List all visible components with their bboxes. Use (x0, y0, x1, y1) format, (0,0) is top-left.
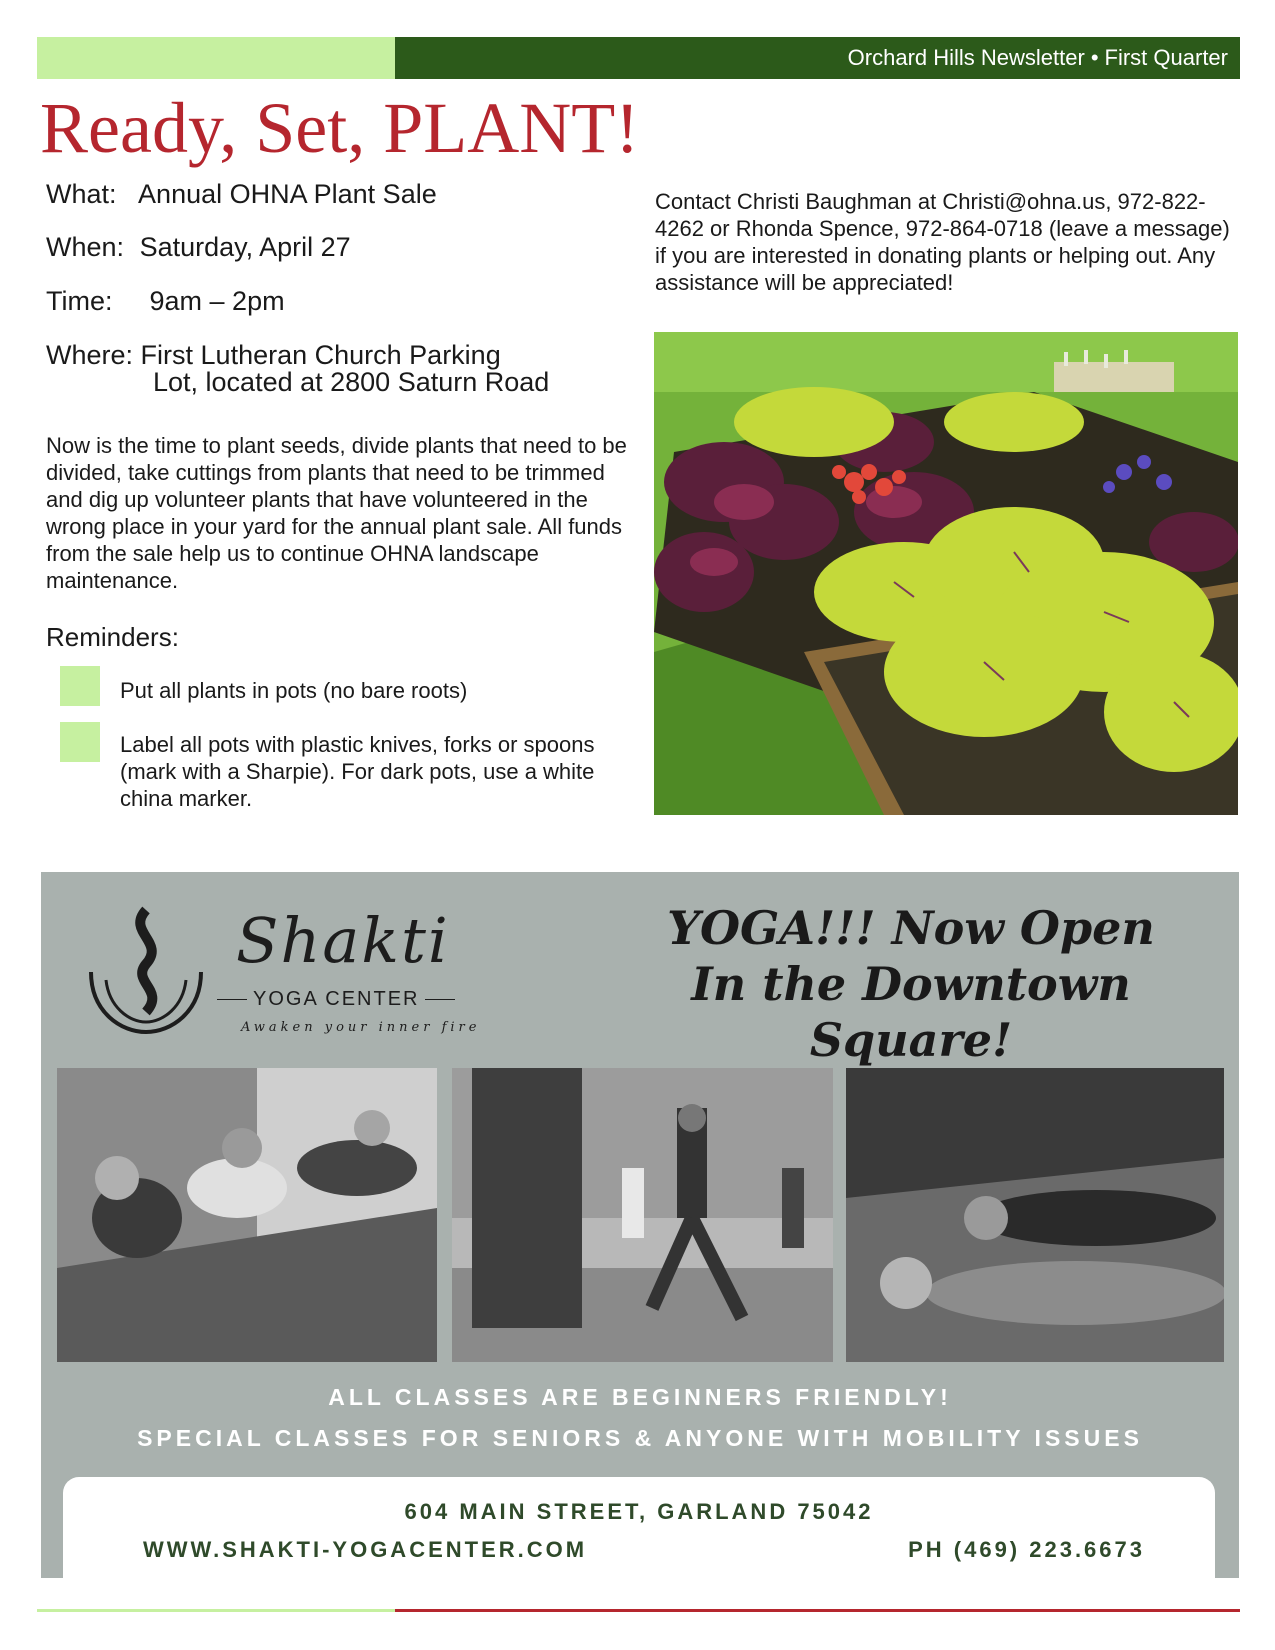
logo-subtitle: YOGA CENTER (253, 988, 420, 1010)
header-accent-light (37, 37, 395, 79)
time-label: Time: (46, 286, 113, 316)
ad-headline (631, 900, 1191, 1068)
newsletter-name: Orchard Hills Newsletter (847, 45, 1085, 70)
newsletter-header (848, 45, 1228, 71)
event-time (46, 287, 285, 315)
yoga-photo-pushup (57, 1068, 437, 1362)
where-line-1: First Lutheran Church Parking (140, 340, 501, 370)
yoga-class-illustration (846, 1068, 1224, 1362)
logo-name: Shakti (236, 904, 450, 977)
plant-photo-illustration (654, 332, 1238, 815)
lotus-flame-icon (71, 902, 221, 1042)
ad-beginners-line: ALL CLASSES ARE BEGINNERS FRIENDLY! (328, 1384, 952, 1410)
reminders-title: Reminders: (46, 622, 179, 652)
yoga-photo-warrior (452, 1068, 833, 1362)
where-line-2: Lot, located at 2800 Saturn Road (153, 367, 550, 397)
reminder-bullet (60, 722, 100, 762)
contact-info: Contact Christi Baughman at Christi@ohna.us, 972-822-4262 or Rhonda Spence, 972-864-0718 (leave a message) if you are interested in donating plants or helping out. Any assistance will be appreciated! (655, 189, 1230, 295)
yoga-class-illustration (57, 1068, 437, 1362)
header-separator: • (1090, 45, 1099, 70)
ad-address: 604 MAIN STREET, GARLAND 75042 (404, 1499, 874, 1524)
ad-headline-2: In the Downtown Square! (691, 957, 1131, 1067)
ad-seniors-line: SPECIAL CLASSES FOR SENIORS & ANYONE WITH MOBILITY ISSUES (137, 1425, 1143, 1451)
event-where (46, 341, 501, 369)
reminder-item: Put all plants in pots (no bare roots) (120, 678, 468, 703)
when-value: Saturday, April 27 (139, 232, 351, 262)
footer-rule-green (37, 1609, 395, 1612)
article-body: Now is the time to plant seeds, divide plants that need to be divided, take cuttings from plants that need to be trimmed and dig up volunteer plants that have volunteered in the wrong place in your yard for the annual plant sale. All funds from the sale help us to continue OHNA landscape maintenance. (46, 433, 627, 593)
where-label: Where: (46, 340, 134, 370)
yoga-ad (41, 872, 1239, 1578)
when-label: When: (46, 232, 125, 262)
shakti-logo (71, 902, 511, 1042)
footer-rule-red (395, 1609, 1240, 1612)
header-band (395, 37, 1240, 79)
event-what (46, 180, 437, 208)
what-label: What: (46, 179, 117, 209)
what-value: Annual OHNA Plant Sale (138, 179, 437, 209)
logo-tagline: Awaken your inner fire (241, 1020, 481, 1035)
reminder-item: Label all pots with plastic knives, forks or spoons (mark with a Sharpie). For dark pots, use a white china marker. (120, 732, 595, 811)
time-value: 9am – 2pm (149, 286, 285, 316)
article-title: Ready, Set, PLANT! (40, 88, 640, 168)
ad-phone: PH (469) 223.6673 (908, 1537, 1145, 1562)
newsletter-issue: First Quarter (1104, 45, 1228, 70)
yoga-photo-savasana (846, 1068, 1224, 1362)
ad-headline-1: YOGA!!! Now Open (667, 901, 1155, 955)
reminder-bullet (60, 666, 100, 706)
yoga-class-illustration (452, 1068, 833, 1362)
plant-sale-photo (654, 332, 1238, 815)
ad-website[interactable]: WWW.SHAKTI-YOGACENTER.COM (143, 1537, 588, 1562)
ad-contact-box (63, 1477, 1215, 1578)
event-when (46, 233, 351, 261)
